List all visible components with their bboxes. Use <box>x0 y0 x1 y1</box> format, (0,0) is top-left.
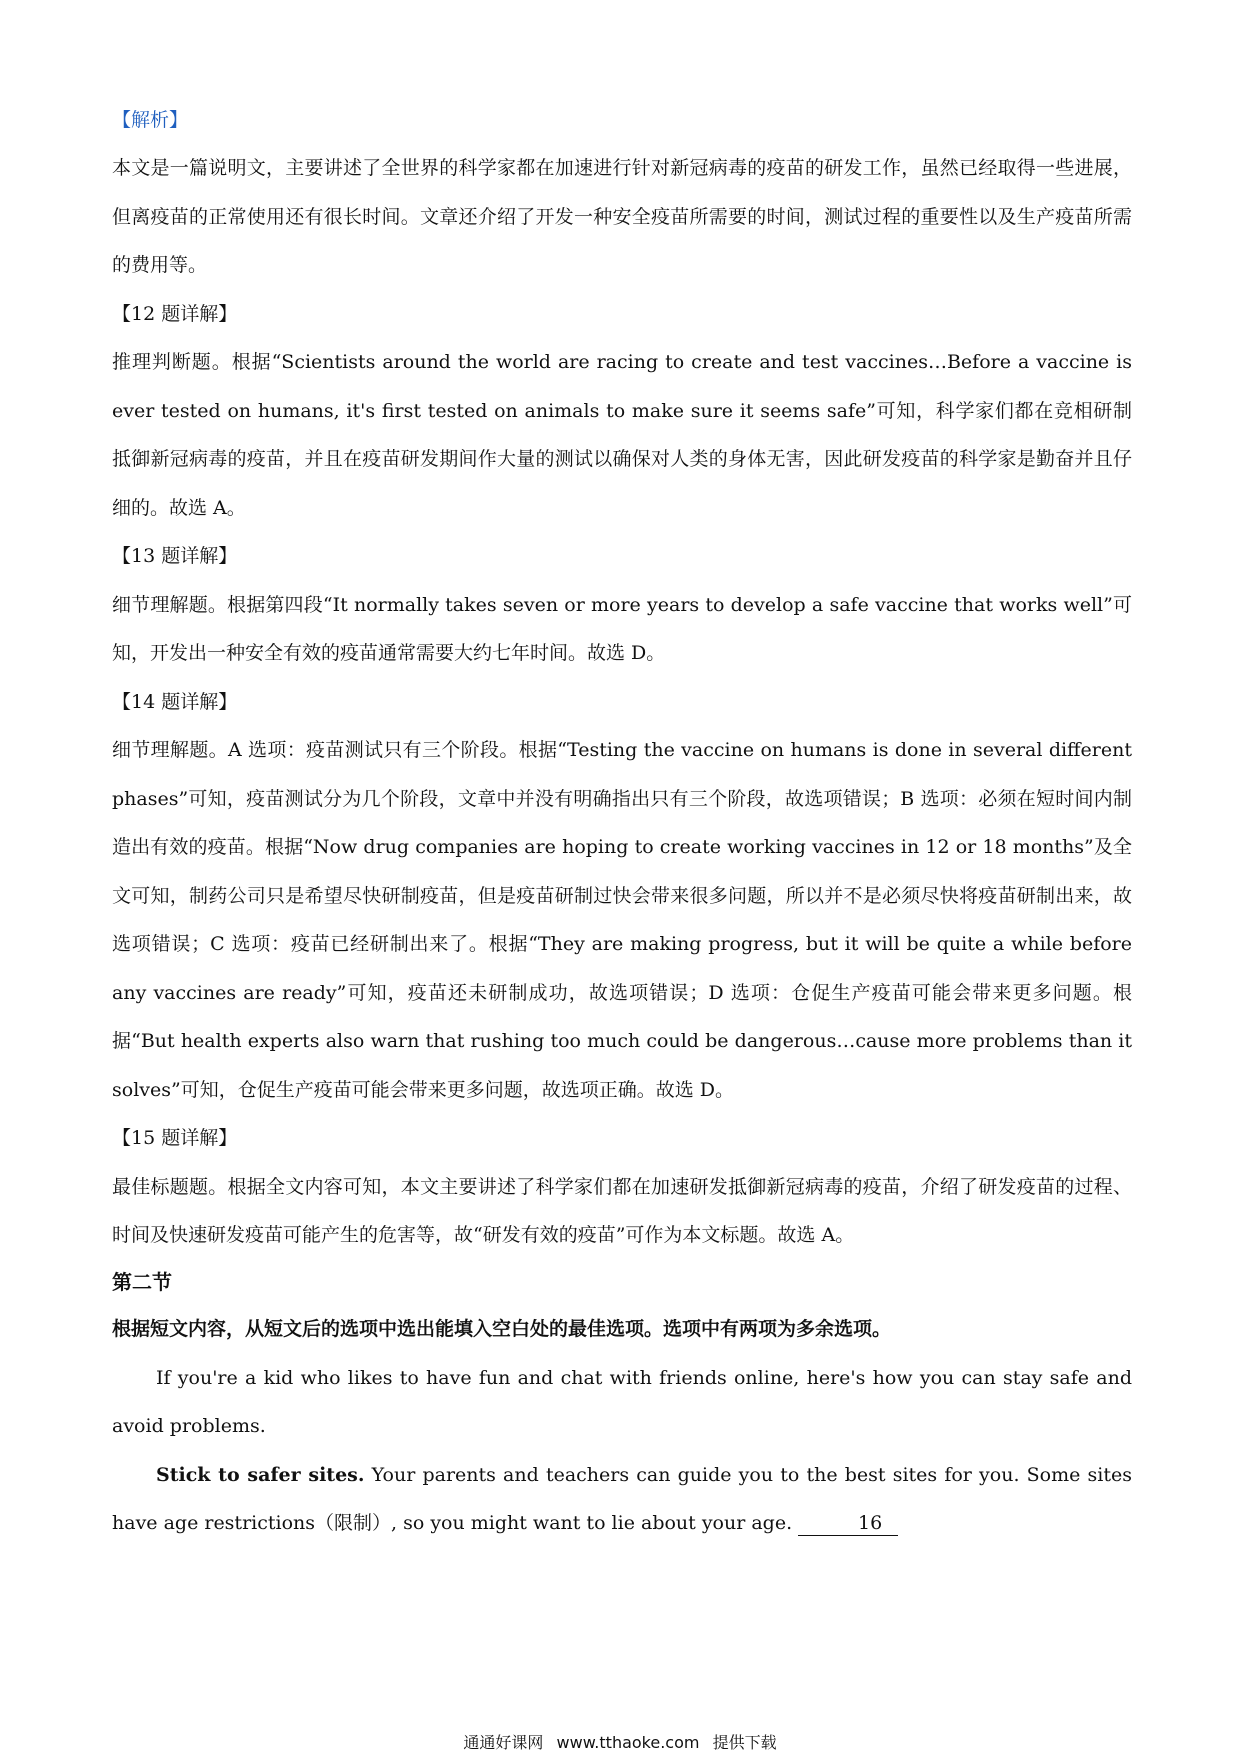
question-12-body: 推理判断题。根据“Scientists around the world are racing to create and test vaccines…Before a vaccine is ever tested on humans, it's first tested on animals to make sure it seems safe”可知，科学家们都在竞相研制抵御新冠病毒的疫苗，并且在疫苗研发期间作大量的测试以确保对人类的身体无害，因此研发疫苗的科学家是勤奋并且仔细的。故选 A。 <box>112 351 1132 519</box>
passage-paragraph-2-text: Your parents and teachers can guide you to the best sites for you. Some sites have age restrictions（限制）, so you might want to lie about your age. <box>112 1463 1132 1534</box>
passage-subheading: Stick to safer sites. <box>156 1463 365 1486</box>
page-footer <box>0 1730 1240 1753</box>
analysis-summary: 本文是一篇说明文，主要讲述了全世界的科学家都在加速进行针对新冠病毒的疫苗的研发工作，虽然已经取得一些进展，但离疫苗的正常使用还有很长时间。文章还介绍了开发一种安全疫苗所需要的时间，测试过程的重要性以及生产疫苗所需的费用等。 <box>112 157 1132 276</box>
blank-16: 16 <box>798 1511 898 1536</box>
section-title: 第二节 <box>112 1269 172 1294</box>
question-15-body: 最佳标题题。根据全文内容可知，本文主要讲述了科学家们都在加速研发抵御新冠病毒的疫苗，介绍了研发疫苗的过程、时间及快速研发疫苗可能产生的危害等，故“研发有效的疫苗”可作为本文标题。故选 A。 <box>112 1175 1132 1246</box>
document-page <box>112 96 1132 1548</box>
question-13-body: 细节理解题。根据第四段“It normally takes seven or more years to develop a safe vaccine that works well”可知，开发出一种安全有效的疫苗通常需要大约七年时间。故选 D。 <box>112 593 1132 664</box>
passage-paragraph-2 <box>112 1451 1132 1548</box>
question-12-heading: 【12 题详解】 <box>112 302 238 325</box>
question-15-heading: 【15 题详解】 <box>112 1127 238 1149</box>
footer-site-name: 通通好课网 <box>463 1733 544 1752</box>
passage-paragraph-1: If you're a kid who likes to have fun and chat with friends online, here's how you can stay safe and avoid problems. <box>112 1366 1132 1437</box>
question-13-heading: 【13 题详解】 <box>112 545 238 567</box>
footer-url: www.tthaoke.com <box>556 1733 700 1752</box>
footer-tagline: 提供下载 <box>712 1733 777 1752</box>
section-instruction: 根据短文内容，从短文后的选项中选出能填入空白处的最佳选项。选项中有两项为多余选项。 <box>112 1317 892 1340</box>
question-14-body: 细节理解题。A 选项：疫苗测试只有三个阶段。根据“Testing the vaccine on humans is done in several different phases”可知，疫苗测试分为几个阶段，文章中并没有明确指出只有三个阶段，故选项错误；B 选项：必须在短时间内制造出有效的疫苗。根据“Now drug companies are hoping to create working vaccines in 12 or 18 months”及全文可知，制药公司只是希望尽快研制疫苗，但是疫苗研制过快会带来很多问题，所以并不是必须尽快将疫苗研制出来，故选项错误；C 选项：疫苗已经研制出来了。根据“They are making progress, but it will be quite a while before any vaccines are ready”可知，疫苗还未研制成功，故选项错误；D 选项：仓促生产疫苗可能会带来更多问题。根据“But health experts also warn that rushing too much could be dangerous…cause more problems than it solves”可知，仓促生产疫苗可能会带来更多问题，故选项正确。故选 D。 <box>112 739 1132 1101</box>
analysis-heading: 【解析】 <box>112 109 189 131</box>
question-14-heading: 【14 题详解】 <box>112 690 238 713</box>
